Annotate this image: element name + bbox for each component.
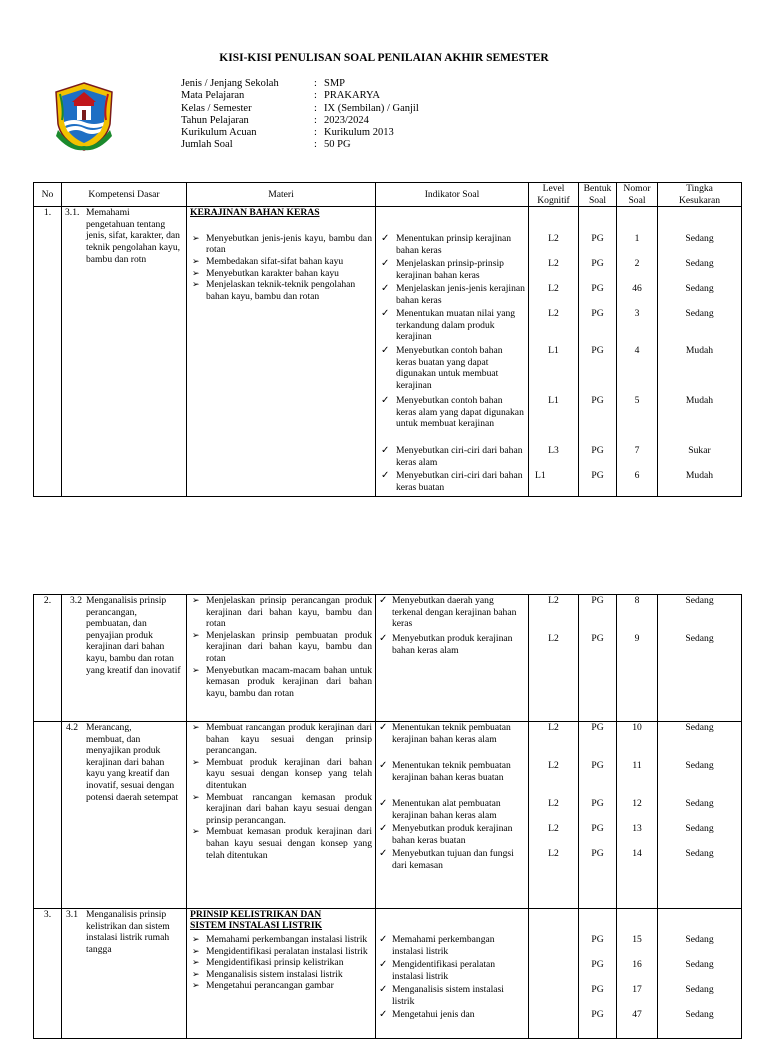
materi-list xyxy=(187,722,375,861)
table-header-row xyxy=(34,183,742,207)
document-title: KISI-KISI PENULISAN SOAL PENILAIAN AKHIR SEMESTER xyxy=(219,52,549,64)
info-row: Kurikulum Acuan : Kurikulum 2013 xyxy=(181,127,394,139)
list-item: ✓ Memahami perkembangan instalasi listrik xyxy=(376,934,528,959)
table-row xyxy=(34,207,742,497)
header-kompetensi-dasar: Kompetensi Dasar xyxy=(62,183,187,207)
list-item: ➢ Menyebutkan jenis-jenis kayu, bambu dan rotan xyxy=(187,233,375,256)
indikator-list xyxy=(376,722,528,873)
list-item: ✓ Menentukan muatan nilai yang terkandung dalam produk kerajinan xyxy=(376,308,528,345)
header-no: No xyxy=(34,183,62,207)
indikator-list xyxy=(376,934,528,1034)
list-item: ✓ Menjelaskan jenis-jenis kerajinan bahan keras xyxy=(376,283,528,308)
header-tingkat-kesukaran: Tingka Kesukaran xyxy=(658,183,742,207)
nomor-soal-cell: 15 16 17 47 xyxy=(617,909,658,1039)
level-kognitif-cell: L2 L2 xyxy=(529,595,579,722)
header-nomor-soal: Nomor Soal xyxy=(617,183,658,207)
list-item: ➢ Menjelaskan teknik-teknik pengolahan bahan kayu, bambu dan rotan xyxy=(187,279,375,302)
materi-cell xyxy=(187,207,376,497)
list-item: ➢ Membuat kemasan produk kerajinan dari bahan kayu sesuai dengan konsep yang telah ditentukan xyxy=(187,826,375,861)
header-materi: Materi xyxy=(187,183,376,207)
kisi-kisi-table-part2 xyxy=(33,594,742,1039)
indikator-list xyxy=(376,595,528,658)
regional-emblem-logo xyxy=(52,80,116,152)
level-kognitif-cell: L2 L2 L2 L2 L1 L1 L3 L1 xyxy=(529,207,579,497)
list-item: ✓ Menentukan prinsip kerajinan bahan keras xyxy=(376,233,528,258)
materi-list xyxy=(187,934,375,992)
level-kognitif-cell: L2 L2 L2 L2 L2 xyxy=(529,722,579,909)
nomor-soal-cell: 1 2 46 3 4 5 7 6 xyxy=(617,207,658,497)
list-item: ✓ Menentukan teknik pembuatan kerajinan bahan keras buatan xyxy=(376,760,528,798)
info-row: Mata Pelajaran : PRAKARYA xyxy=(181,90,381,102)
nomor-soal-cell: 8 9 xyxy=(617,595,658,722)
list-item: ✓ Mengetahui jenis dan xyxy=(376,1009,528,1034)
list-item: ➢ Memahami perkembangan instalasi listrik xyxy=(187,934,375,946)
row-number: 1. xyxy=(34,207,62,497)
indikator-cell xyxy=(376,909,529,1039)
info-row: Jumlah Soal : 50 PG xyxy=(181,139,351,151)
header-level-kognitif: Level Kognitif xyxy=(529,183,579,207)
kisi-kisi-table-part1 xyxy=(33,182,742,497)
document-info xyxy=(181,78,419,152)
kompetensi-dasar-cell: 3.1. Memahami pengetahuan tentang jenis, sifat, karakter, dan teknik pengolahan kayu, bambu dan rotn xyxy=(62,207,187,497)
list-item: ➢ Mengidentifikasi prinsip kelistrikan xyxy=(187,957,375,969)
list-item: ✓ Menyebutkan produk kerajinan bahan keras alam xyxy=(376,633,528,658)
list-item: ➢ Menjelaskan prinsip perancangan produk kerajinan dari bahan kayu, bambu dan rotan xyxy=(187,595,375,630)
list-item: ✓ Menyebutkan daerah yang terkenal dengan kerajinan bahan keras xyxy=(376,595,528,633)
list-item: ➢ Mengetahui perancangan gambar xyxy=(187,980,375,992)
row-number: 3. xyxy=(34,909,62,1039)
row-number xyxy=(34,722,62,909)
list-item: ➢ Membuat produk kerajinan dari bahan kayu sesuai dengan konsep yang telah ditentukan xyxy=(187,757,375,792)
row-number: 2. xyxy=(34,595,62,722)
info-row: Jenis / Jenjang Sekolah : SMP xyxy=(181,78,346,89)
materi-cell xyxy=(187,595,376,722)
list-item: ➢ Menyebutkan macam-macam bahan untuk kemasan produk kerajinan dari bahan kayu, bambu dan rotan xyxy=(187,665,375,700)
level-kognitif-cell xyxy=(529,909,579,1039)
list-item: ✓ Menyebutkan contoh bahan keras alam yang dapat digunakan untuk membuat kerajinan xyxy=(376,395,528,445)
list-item: ➢ Menjelaskan prinsip pembuatan produk kerajinan dari bahan kayu, bambu dan rotan xyxy=(187,630,375,665)
kompetensi-dasar-cell: 4.2 Merancang, membuat, dan menyajikan produk kerajinan dari bahan kayu yang kreatif dan inovatif, sesuai dengan potensi daerah setempat xyxy=(62,722,187,909)
list-item: ➢ Membuat rancangan produk kerajinan dari bahan kayu sesuai dengan prinsip perancangan. xyxy=(187,722,375,757)
indikator-cell xyxy=(376,722,529,909)
materi-cell xyxy=(187,909,376,1039)
bentuk-soal-cell: PG PG PG PG PG xyxy=(579,722,617,909)
list-item: ✓ Mengidentifikasi peralatan instalasi listrik xyxy=(376,959,528,984)
table-row xyxy=(34,722,742,909)
list-item: ✓ Menjelaskan prinsip-prinsip kerajinan bahan keras xyxy=(376,258,528,283)
header-indikator: Indikator Soal xyxy=(376,183,529,207)
materi-list xyxy=(187,233,375,303)
info-row: Kelas / Semester : IX (Sembilan) / Ganjil xyxy=(181,102,419,114)
table-row xyxy=(34,909,742,1039)
list-item: ✓ Menyebutkan contoh bahan keras buatan yang dapat digunakan untuk membuat kerajinan xyxy=(376,345,528,395)
tingkat-kesukaran-cell: Sedang Sedang Sedang Sedang xyxy=(658,909,742,1039)
tingkat-kesukaran-cell: Sedang Sedang Sedang Sedang Sedang xyxy=(658,722,742,909)
list-item: ✓ Menyebutkan ciri-ciri dari bahan keras buatan xyxy=(376,470,528,495)
materi-cell xyxy=(187,722,376,909)
bentuk-soal-cell: PG PG PG PG PG PG PG PG xyxy=(579,207,617,497)
indikator-cell xyxy=(376,207,529,497)
indikator-cell xyxy=(376,595,529,722)
kompetensi-dasar-cell: 3.2 Menganalisis prinsip perancangan, pembuatan, dan penyajian produk kerajinan dari bahan kayu, bambu dan rotan yang kreatif dan inovatif xyxy=(62,595,187,722)
list-item: ✓ Menentukan alat pembuatan kerajinan bahan keras alam xyxy=(376,798,528,823)
bentuk-soal-cell: PG PG xyxy=(579,595,617,722)
materi-list xyxy=(187,595,375,699)
list-item: ➢ Menyebutkan karakter bahan kayu xyxy=(187,268,375,280)
tingkat-kesukaran-cell: Sedang Sedang Sedang Sedang Mudah Mudah Sukar Mudah xyxy=(658,207,742,497)
header-bentuk-soal: Bentuk Soal xyxy=(579,183,617,207)
kompetensi-dasar-cell: 3.1 Menganalisis prinsip kelistrikan dan sistem instalasi listrik rumah tangga xyxy=(62,909,187,1039)
list-item: ✓ Menyebutkan tujuan dan fungsi dari kemasan xyxy=(376,848,528,873)
nomor-soal-cell: 10 11 12 13 14 xyxy=(617,722,658,909)
list-item: ✓ Menentukan teknik pembuatan kerajinan bahan keras alam xyxy=(376,722,528,760)
table-row xyxy=(34,595,742,722)
indikator-list xyxy=(376,233,528,495)
list-item: ✓ Menyebutkan ciri-ciri dari bahan keras alam xyxy=(376,445,528,470)
list-item: ➢ Membedakan sifat-sifat bahan kayu xyxy=(187,256,375,268)
list-item: ✓ Menyebutkan produk kerajinan bahan keras buatan xyxy=(376,823,528,848)
list-item: ➢ Menganalisis sistem instalasi listrik xyxy=(187,969,375,981)
bentuk-soal-cell: PG PG PG PG xyxy=(579,909,617,1039)
list-item: ➢ Mengidentifikasi peralatan instalasi listrik xyxy=(187,946,375,958)
info-row: Tahun Pelajaran : 2023/2024 xyxy=(181,114,369,126)
materi-heading: KERAJINAN BAHAN KERAS xyxy=(190,207,320,219)
tingkat-kesukaran-cell: Sedang Sedang xyxy=(658,595,742,722)
materi-heading: PRINSIP KELISTRIKAN DAN SISTEM INSTALASI LISTRIK xyxy=(190,909,323,931)
list-item: ➢ Membuat rancangan kemasan produk kerajinan dari bahan kayu sesuai dengan prinsip perancangan. xyxy=(187,792,375,827)
list-item: ✓ Menganalisis sistem instalasi listrik xyxy=(376,984,528,1009)
